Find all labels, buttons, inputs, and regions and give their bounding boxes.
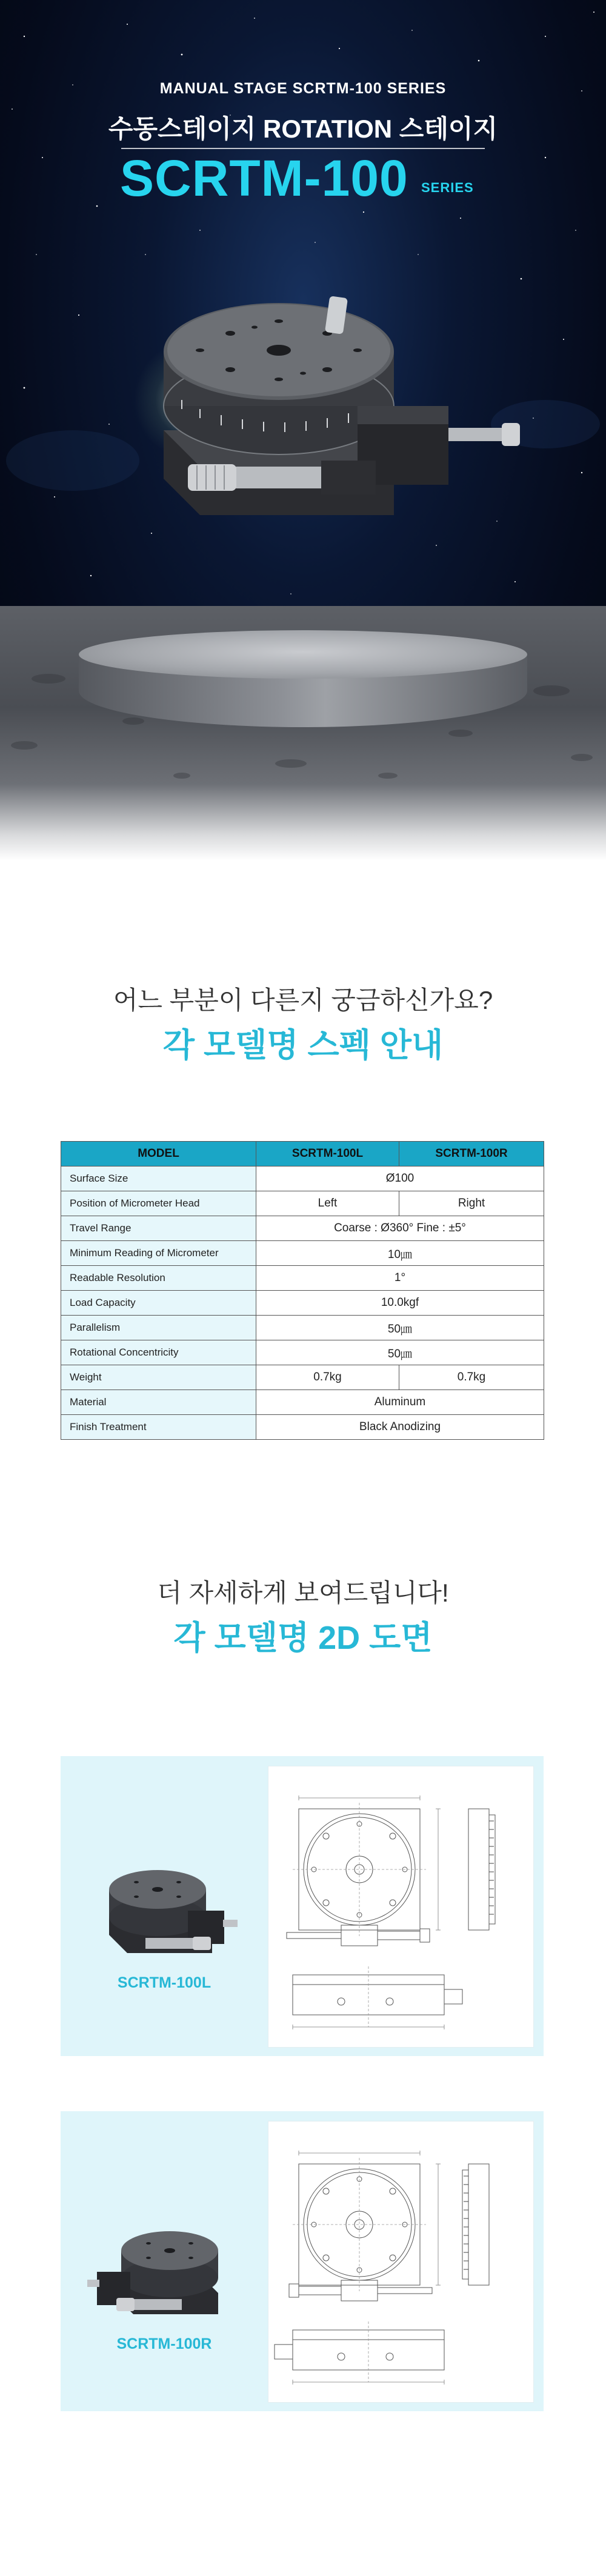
table-row — [61, 1365, 544, 1390]
rotation-stage-image — [139, 285, 527, 576]
spec-label: Finish Treatment — [61, 1415, 256, 1440]
spec-value-100l: Left — [256, 1191, 399, 1216]
drawing-panel-100r — [61, 2111, 544, 2411]
table-row — [61, 1167, 544, 1191]
spec-value: Coarse : Ø360° Fine : ±5° — [256, 1216, 544, 1241]
hero-banner — [0, 0, 606, 860]
spec-label: Rotational Concentricity — [61, 1340, 256, 1365]
technical-drawing-100l — [268, 1766, 533, 2047]
spec-label: Parallelism — [61, 1316, 256, 1340]
drawing-sheet-100l — [268, 1766, 534, 2048]
spec-header-100l: SCRTM-100L — [256, 1142, 399, 1167]
table-row — [61, 1316, 544, 1340]
drawing-section-question: 더 자세하게 보여드립니다! — [157, 1579, 449, 1607]
spec-label: Minimum Reading of Micrometer — [61, 1241, 256, 1266]
spec-label: Weight — [61, 1365, 256, 1390]
spec-label: Position of Micrometer Head — [61, 1191, 256, 1216]
spec-value-100l: 0.7kg — [256, 1365, 399, 1390]
spec-value: 10㎛ — [256, 1241, 544, 1266]
hero-eyebrow: MANUAL STAGE SCRTM-100 SERIES — [159, 80, 447, 97]
table-row — [61, 1266, 544, 1291]
drawing-sheet-100r — [268, 2121, 534, 2403]
drawing-panel-100l — [61, 1756, 544, 2056]
table-row — [61, 1241, 544, 1266]
spec-value: 50㎛ — [256, 1340, 544, 1365]
spec-header-100r: SCRTM-100R — [399, 1142, 544, 1167]
spec-label: Travel Range — [61, 1216, 256, 1241]
product-thumbnail-100l — [85, 1847, 242, 1968]
spec-value: Aluminum — [256, 1390, 544, 1415]
hero-model-name: SCRTM-100 — [120, 150, 408, 207]
drawing-label-100l: SCRTM-100L — [117, 1974, 211, 1991]
table-row — [61, 1340, 544, 1365]
display-pedestal-top — [79, 630, 527, 679]
spec-value-100r: 0.7kg — [399, 1365, 544, 1390]
spec-value: Ø100 — [256, 1167, 544, 1191]
drawing-section-heading: 각 모델명 2D 도면 — [173, 1620, 433, 1656]
hero-title: 수동스테이지 ROTATION 스테이지 — [108, 115, 498, 143]
spec-table — [61, 1141, 544, 1440]
hero-series-label: SERIES — [421, 180, 474, 195]
drawing-label-100r: SCRTM-100R — [116, 2335, 212, 2352]
table-row — [61, 1415, 544, 1440]
spec-value-100r: Right — [399, 1191, 544, 1216]
spec-value: 10.0kgf — [256, 1291, 544, 1316]
spec-section-question: 어느 부분이 다른지 궁금하신가요? — [113, 986, 493, 1014]
product-thumbnail-100r — [85, 2208, 242, 2329]
table-row — [61, 1291, 544, 1316]
spec-header-model: MODEL — [61, 1142, 256, 1167]
spec-value: Black Anodizing — [256, 1415, 544, 1440]
technical-drawing-100r — [268, 2122, 533, 2402]
spec-label: Readable Resolution — [61, 1266, 256, 1291]
spec-label: Material — [61, 1390, 256, 1415]
table-row — [61, 1191, 544, 1216]
table-row — [61, 1390, 544, 1415]
table-row — [61, 1216, 544, 1241]
spec-table-header-row — [61, 1142, 544, 1167]
spec-value: 50㎛ — [256, 1316, 544, 1340]
spec-section-heading: 각 모델명 스펙 안내 — [162, 1027, 444, 1063]
spec-label: Surface Size — [61, 1167, 256, 1191]
spec-label: Load Capacity — [61, 1291, 256, 1316]
spec-value: 1° — [256, 1266, 544, 1291]
